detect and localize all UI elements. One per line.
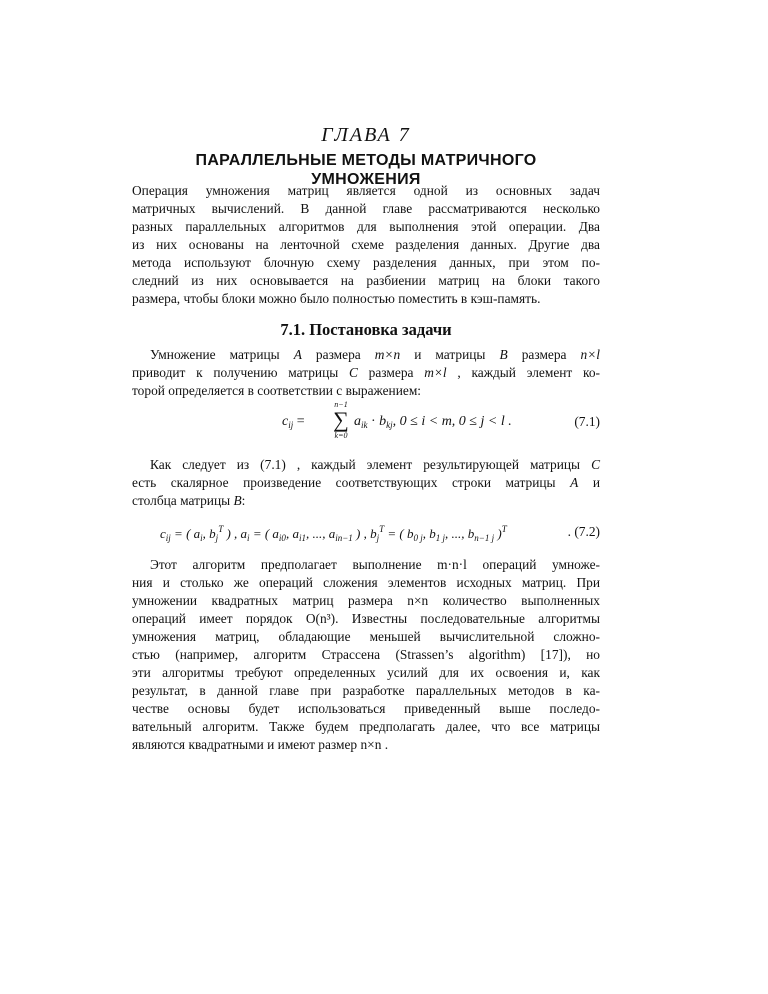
- chapter-label: ГЛАВА 7: [321, 124, 411, 146]
- paragraph-line: честве основы будет использоваться приведенный выше последо-: [132, 701, 600, 716]
- paragraph-line: являются квадратными и имеют размер n×n .: [132, 737, 389, 752]
- intro-line: следний из них основывается на разбиении матриц на блоки такого: [132, 273, 600, 288]
- paragraph-line: умножении квадратных матриц размера n×n количество выполненных: [132, 593, 600, 608]
- chapter-title-line-1: ПАРАЛЛЕЛЬНЫЕ МЕТОДЫ МАТРИЧНОГО: [195, 152, 537, 169]
- paragraph-line: ния и столько же операций сложения элементов исходных матриц. При: [132, 575, 600, 590]
- equation-number: . (7.2): [567, 524, 600, 539]
- algorithm-paragraph: [132, 556, 600, 754]
- problem-line: приводит к получению матрицы C размера m×l , каждый элемент ко-: [132, 365, 601, 380]
- intro-line: Операция умножения матриц является одной из основных задач: [132, 183, 600, 198]
- equation-7-2: $c_{ij}$ = ( $a_i$, $b_j^T$ ) , $a_i$ = ( $a_{i0}$, $a_{i1}$, ..., $a_{in-1}$ ) , $b_j^T$ = ( $b_{0 j}$, $b_{1 j}$, ..., $b_{n-1 j}$ )$^T$ . (7.2): [160, 524, 600, 543]
- equation-number: (7.1): [574, 414, 600, 429]
- intro-line: из них основаны на ленточной схеме разделения данных. Другие два: [132, 237, 600, 252]
- intro-line: размера, чтобы блоки можно было полностью поместить в кэш-память.: [132, 291, 541, 306]
- paragraph-line: Как следует из (7.1) , каждый элемент результирующей матрицы C: [150, 457, 600, 472]
- intro-line: метода используют блочную схему разделения данных, при этом по-: [132, 255, 600, 270]
- intro-line: разных параллельных алгоритмов для выполнения этой операции. Два: [132, 219, 600, 234]
- paragraph-line: есть скалярное произведение соответствующих строки матрицы A и: [132, 475, 601, 490]
- summation: n−1 ∑ k=0: [333, 400, 349, 440]
- intro-paragraph: [132, 182, 600, 308]
- chapter-title-line-2: УМНОЖЕНИЯ: [311, 171, 421, 188]
- intro-line: матричных вычислений. В данной главе рассматриваются несколько: [132, 201, 600, 216]
- paragraph-line: Этот алгоритм предполагает выполнение m·n·l операций умноже-: [150, 557, 600, 572]
- paragraph-line: умножения матриц, обладающие меньшей вычислительной сложно-: [132, 629, 600, 644]
- paragraph-line: столбца матрицы B:: [132, 493, 246, 508]
- paragraph-line: вательный алгоритм. Также будем предполагать далее, что все матрицы: [132, 719, 600, 734]
- problem-line: торой определяется в соответствии с выражением:: [132, 383, 422, 398]
- problem-line: Умножение матрицы A размера m×n и матрицы B размера n×l: [150, 347, 600, 362]
- equation-7-1: $c_{ij}$ = n−1 ∑ k=0 $a_{ik} \cdot b_{kj}$, 0 ≤ i < m, 0 ≤ j < l . (7.1): [282, 400, 600, 440]
- paragraph-line: операций имеет порядок O(n³). Известны последовательные алгоритмы: [132, 611, 600, 626]
- problem-paragraph: [132, 346, 600, 400]
- paragraph-line: стью (например, алгоритм Страссена (Strassen’s algorithm) [17]), но: [132, 647, 600, 662]
- paragraph-line: результат, в данной главе при разработке параллельных методов в ка-: [132, 683, 600, 698]
- section-title: 7.1. Постановка задачи: [280, 320, 452, 339]
- paragraph-line: эти алгоритмы требуют определенных усилий для их освоения и, как: [132, 665, 600, 680]
- scalar-product-paragraph: [132, 456, 600, 510]
